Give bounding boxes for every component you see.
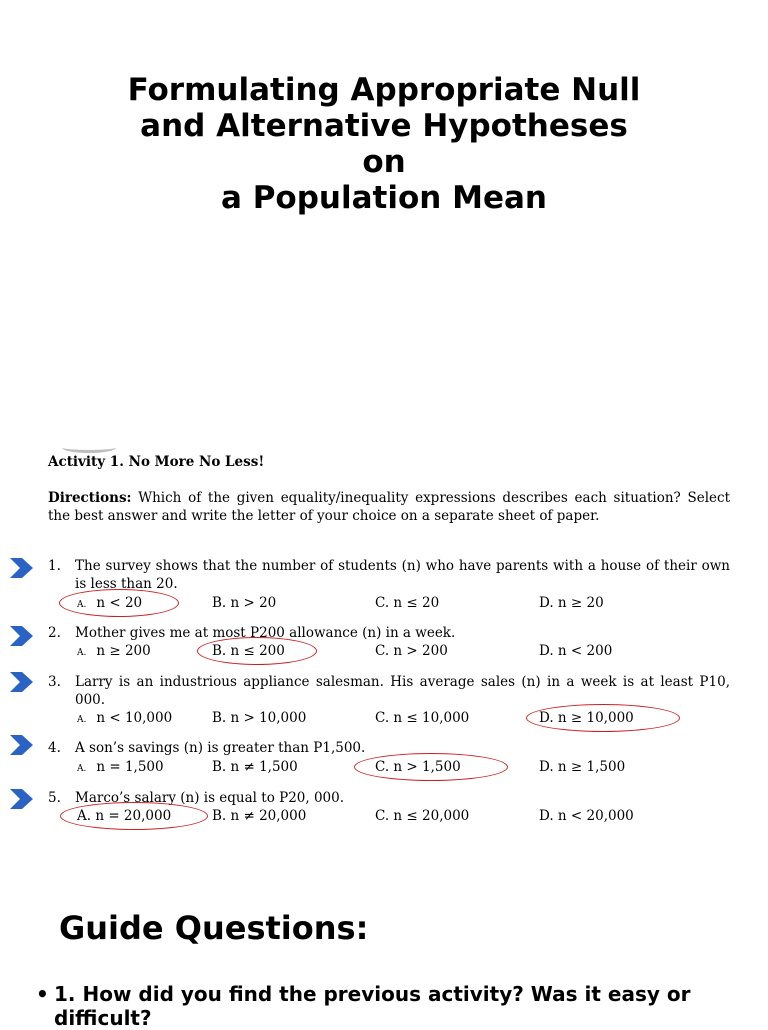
option-d: D. n ≥ 1,500 xyxy=(539,759,626,775)
question-number: 5. xyxy=(48,790,61,806)
decorative-curve xyxy=(62,442,116,453)
option-c: C. n ≤ 20,000 xyxy=(375,808,470,824)
arrow-icon xyxy=(8,557,34,579)
question-text: Mother gives me at most P200 allowance (n) in a week. xyxy=(75,625,456,641)
option-d: D. n ≥ 10,000 xyxy=(539,710,634,726)
option-b: B. n ≠ 1,500 xyxy=(212,759,298,775)
guide-questions-heading: Guide Questions: xyxy=(59,909,369,947)
option-d: D. n < 20,000 xyxy=(539,808,634,824)
option-b: B. n ≤ 200 xyxy=(212,643,285,659)
question-number: 4. xyxy=(48,740,61,756)
question-text: Marco’s salary (n) is equal to P20, 000. xyxy=(75,790,345,806)
question-number: 2. xyxy=(48,625,61,641)
title-line-3: on xyxy=(362,144,406,180)
arrow-icon xyxy=(8,734,34,756)
option-b: B. n > 10,000 xyxy=(212,710,307,726)
activity-title: Activity 1. No More No Less! xyxy=(48,454,265,470)
question-number: 3. xyxy=(48,674,61,690)
option-c: C. n ≤ 10,000 xyxy=(375,710,470,726)
option-a: A. n = 20,000 xyxy=(77,808,172,824)
option-d: D. n < 200 xyxy=(539,643,613,659)
option-b: B. n > 20 xyxy=(212,595,277,611)
bullet: • xyxy=(36,982,49,1006)
option-c: C. n ≤ 20 xyxy=(375,595,440,611)
slide-title xyxy=(0,72,768,216)
arrow-icon xyxy=(8,788,34,810)
option-d: D. n ≥ 20 xyxy=(539,595,604,611)
option-a: A. n = 1,500 xyxy=(77,759,164,775)
title-line-1: Formulating Appropriate Null xyxy=(127,72,641,108)
activity-worksheet xyxy=(0,440,768,840)
option-a: A. n ≥ 200 xyxy=(77,643,151,659)
arrow-icon xyxy=(8,671,34,693)
option-b: B. n ≠ 20,000 xyxy=(212,808,307,824)
option-a: A. n < 10,000 xyxy=(77,710,173,726)
option-a: A. n < 20 xyxy=(77,595,143,611)
arrow-icon xyxy=(8,625,34,647)
activity-directions xyxy=(48,489,730,525)
option-c: C. n > 1,500 xyxy=(375,759,461,775)
title-line-4: a Population Mean xyxy=(221,180,547,216)
guide-question-text: 1. How did you find the previous activity? Was it easy or difficult? xyxy=(54,982,691,1030)
question-number: 1. xyxy=(48,558,61,574)
title-line-2: and Alternative Hypotheses xyxy=(140,108,628,144)
question-text: A son’s savings (n) is greater than P1,500. xyxy=(75,740,366,756)
question-text: The survey shows that the number of students (n) who have parents with a house of their own is less than 20. xyxy=(75,558,730,592)
directions-label: Directions: xyxy=(48,490,132,506)
option-c: C. n > 200 xyxy=(375,643,448,659)
question-text: Larry is an industrious appliance salesman. His average sales (n) in a week is at least P10, 000. xyxy=(75,674,730,708)
directions-text: Which of the given equality/inequality expressions describes each situation? Select the best answer and write the letter of your choice on a separate sheet of paper. xyxy=(48,490,730,524)
